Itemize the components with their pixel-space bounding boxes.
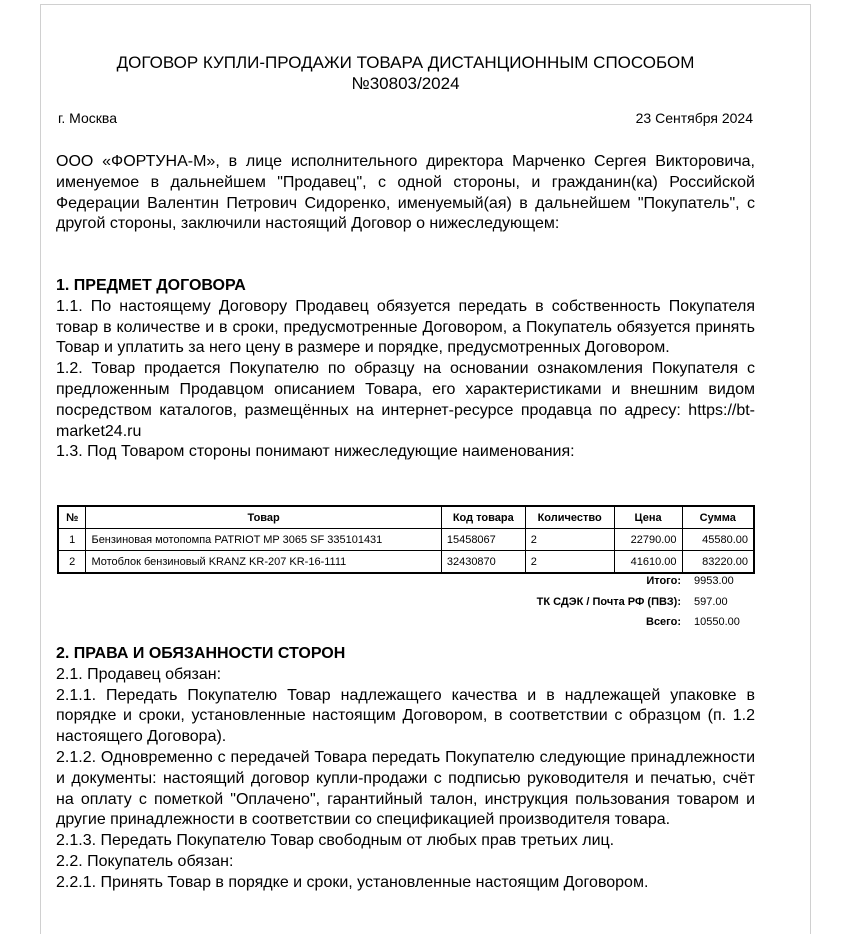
row-sum: 45580.00 <box>682 529 754 551</box>
col-price-header: Цена <box>614 506 682 529</box>
clause-2-1-2: 2.1.2. Одновременно с передачей Товара передать Покупателю следующие принадлежности и документы: настоящий договор купли-продажи с подписью руководителя и печатью, счёт на оплату с пометкой "Оплачено", гарантийный талон, инструкция пользования товаром и другие принадлежности в соответствии со спецификацией производителя товара. <box>56 748 755 829</box>
row-quantity: 2 <box>525 551 614 574</box>
document-number: №30803/2024 <box>351 74 460 93</box>
clause-1-3: 1.3. Под Товаром стороны понимают нижеследующие наименования: <box>56 443 575 461</box>
col-sum-header: Сумма <box>682 506 754 529</box>
col-number-header: № <box>58 506 86 529</box>
clause-2-1: 2.1. Продавец обязан: <box>56 665 222 683</box>
clause-2-1-1: 2.1.1. Передать Покупателю Товар надлежащего качества и в надлежащей упаковке в порядке и сроки, установленные настоящим Договором, в соответствии с образцом (п. 1.2 настоящего Договора). <box>56 686 755 746</box>
clause-2-2-1: 2.2.1. Принять Товар в порядке и сроки, установленные настоящим Договором. <box>56 873 649 891</box>
clause-1-1: 1.1. По настоящему Договору Продавец обязуется передать в собственность Покупателя товар в количестве и в сроки, предусмотренные Договором, а Покупатель обязуется принять Товар и уплатить за него цену в размере и порядке, предусмотренных Договором. <box>56 297 755 357</box>
col-quantity-header: Количество <box>525 506 614 529</box>
clause-2-1-3: 2.1.3. Передать Покупателю Товар свободным от любых прав третьих лиц. <box>56 832 615 850</box>
totals-vsego <box>0 616 852 636</box>
clause-2-2: 2.2. Покупатель обязан: <box>56 852 234 870</box>
row-product: Мотоблок бензиновый KRANZ KR-207 KR-16-1111 <box>86 551 441 574</box>
document-title: ДОГОВОР КУПЛИ-ПРОДАЖИ ТОВАРА ДИСТАНЦИОННЫМ СПОСОБОМ <box>116 53 695 72</box>
clause-1-2: 1.2. Товар продается Покупателю по образцу на основании ознакомления Покупателя с предложенным Продавцом описанием Товара, его характеристиками и внешним видом посредством каталогов, размещённых на интернет-ресурсе продавца по адресу: https://bt-market24.ru <box>56 360 755 440</box>
row-sum: 83220.00 <box>682 551 754 574</box>
row-code: 15458067 <box>441 529 525 551</box>
delivery-label: ТК СДЭК / Почта РФ (ПВЗ): <box>536 596 681 608</box>
totals-itogo <box>0 575 852 595</box>
contract-date: 23 Сентября 2024 <box>635 110 753 126</box>
section-1-heading: 1. ПРЕДМЕТ ДОГОВОРА <box>56 277 246 294</box>
section-2 <box>56 644 755 894</box>
row-quantity: 2 <box>525 529 614 551</box>
section-2-heading: 2. ПРАВА И ОБЯЗАННОСТИ СТОРОН <box>56 645 346 662</box>
contract-city: г. Москва <box>58 110 117 126</box>
row-number: 2 <box>58 551 86 574</box>
goods-table <box>57 505 755 574</box>
table-row <box>58 529 754 551</box>
delivery-value: 597.00 <box>694 596 728 608</box>
row-number: 1 <box>58 529 86 551</box>
col-product-header: Товар <box>86 506 441 529</box>
row-code: 32430870 <box>441 551 525 574</box>
table-header-row <box>58 506 754 529</box>
row-price: 22790.00 <box>614 529 682 551</box>
col-code-header: Код товара <box>441 506 525 529</box>
table-row <box>58 551 754 574</box>
section-1 <box>56 276 755 463</box>
itogo-value: 9953.00 <box>694 575 734 587</box>
row-product: Бензиновая мотопомпа PATRIOT MP 3065 SF 335101431 <box>86 529 441 551</box>
totals-delivery <box>0 596 852 616</box>
intro-text: ООО «ФОРТУНА-М», в лице исполнительного директора Марченко Сергея Викторовича, именуемое в дальнейшем "Продавец", с одной стороны, и гражданин(ка) Российской Федерации Валентин Петрович Сидоренко, именуемый(ая) в дальнейшем "Покупатель", с другой стороны, заключили настоящий Договор о нижеследующем: <box>56 153 755 233</box>
intro-paragraph <box>56 152 755 235</box>
vsego-value: 10550.00 <box>694 616 740 628</box>
itogo-label: Итого: <box>646 575 681 587</box>
vsego-label: Всего: <box>646 616 681 628</box>
row-price: 41610.00 <box>614 551 682 574</box>
